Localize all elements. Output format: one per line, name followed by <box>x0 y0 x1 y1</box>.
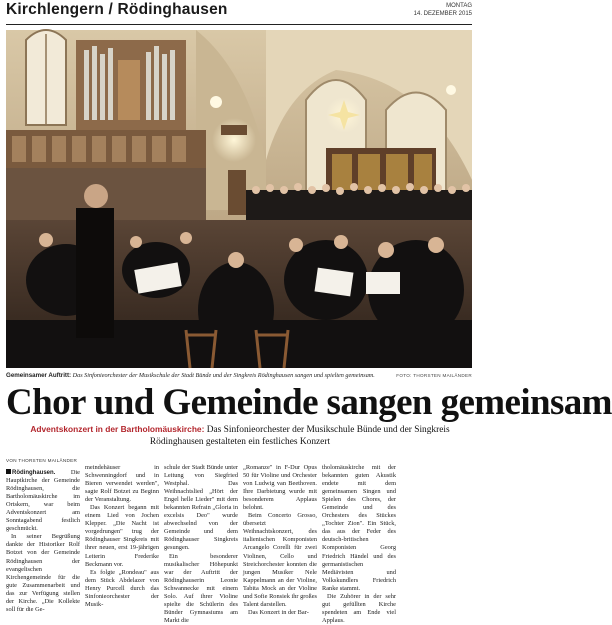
page-header <box>6 0 472 25</box>
paragraph: schule der Stadt Bünde unter Leitung von Siegfried Westphal. Das Weihnachtslied „Hört der Engel helle Lieder" mit dem bekannten Refrain „Gloria in excelsis Deo" wurde abwechselnd von der Gemeinde und dem Rödinghauser Singkreis gesungen. <box>164 464 238 552</box>
issue-date <box>414 2 472 18</box>
article-column-3 <box>164 464 238 624</box>
article-column-2 <box>85 464 159 608</box>
subhead-kicker: Adventskonzert in der Bartholomäuskirche: <box>30 424 205 434</box>
paragraph: Ein besonderer musikalischer Höhepunkt war der Auftritt der Rödinghauserin Leonie Schwanneckе mit einem Solo. Auf ihrer Violine spielte die Schülerin des Bünder Gymnasiums am Markt die <box>164 552 238 624</box>
issue-day: 14. DEZEMBER 2015 <box>413 11 472 17</box>
article-column-1 <box>6 469 80 613</box>
paragraph: Beim Concerto Grosso, übersetzt Weihnachtskonzert, des italienischen Komponisten Arcangelo Corelli für zwei Violinen, Cello und Streichorchester konnten die jungen Musiker Nele Kappelmann an der Violine, Tabita Mock an der Violine und Sofie Ronsiek ihr großes Talent darstellen. <box>243 512 318 608</box>
paragraph-text: Die Hauptkirche der Gemeinde Rödinghausen, die Bartholomäuskirche im Ortskern, war beim Adventskonzert am Sonntagabend festlich geschmückt. <box>6 469 80 533</box>
paragraph: Die Zuhörer in der sehr gut gefüllten Kirche spendeten am Ende viel Applaus. <box>322 592 396 624</box>
section-title: Kirchlengern / Rödinghausen <box>6 1 228 18</box>
byline: VON THORSTEN MAILÄNDER <box>6 458 78 463</box>
lead-paragraph <box>6 469 80 533</box>
article-subheadline <box>20 424 460 454</box>
square-bullet-icon <box>6 469 11 474</box>
dateline-location: Rödinghausen. <box>12 470 56 476</box>
caption-lead: Gemeinsamer Auftritt: <box>6 372 72 379</box>
article-column-4 <box>243 464 318 616</box>
church-concert-illustration <box>6 30 472 368</box>
paragraph: Das Konzert in der Bar- <box>248 608 309 616</box>
caption-text: Das Sinfonieorchester der Musikschule der Stadt Bünde und der Singkreis Rödinghausen sangen und spielten gemeinsam. <box>72 372 375 379</box>
article-column-5 <box>322 464 396 624</box>
photo-credit: FOTO: THORSTEN MAILÄNDER <box>396 373 472 378</box>
paragraph: Das Konzert begann mit einem Lied von Jochen Klepper. „Die Nacht ist vorgedrungen" trug der Rödinghauser Singkreis mit ihrer neuen, erst 19-jährigen Leiterin Frederike Beckmann vor. <box>85 504 159 568</box>
paragraph: In seiner Begrüßung dankte der Historiker Rolf Botzet von der Gemeinde Rödinghausen der evangelischen Kirchengemeinde für die gute Zusammenarbeit und das zur Verfügung stellen der Kirche. „Die Kollekte soll für die Ge- <box>6 533 80 613</box>
paragraph: „Romanze" in F-Dur Opus 50 für Violine und Orchester von Ludwig van Beethoven. Ihre Darbietung wurde mit besonderem Applaus belohnt. <box>243 464 317 512</box>
issue-weekday: MONTAG <box>446 3 472 9</box>
paragraph: Es folgte „Rondeau" aus dem Stück Abdelazer von Henry Purcell durch das Sinfonieorchester der Musik- <box>85 568 159 608</box>
paragraph: tholomäuskirche mit der bekannten guten Akustik endete mit dem gemeinsamen Singen und Spielen des Chores, der Gemeinde und des Orchesters des Stückes „Tochter Zion". Ein Stück, das aus der Feder des deutsch-britischen Komponisten Georg Friedrich Händel und des germanistischen Mediävisten und Volkskundlers Friedrich Ranke stammt. <box>322 464 396 592</box>
subhead-text: Das Sinfonieorchester der Musikschule Bünde und der Singkreis Rödinghausen gestalteten ein festliches Konzert <box>149 425 450 447</box>
paragraph: meindehäuser in Schwenningdorf und in Bieren verwendet werden", sagte Rolf Botzet zu Beginn der Veranstaltung. <box>85 464 159 504</box>
article-headline: Chor und Gemeinde sangen gemeinsam <box>6 382 612 423</box>
concert-photo <box>6 30 472 368</box>
